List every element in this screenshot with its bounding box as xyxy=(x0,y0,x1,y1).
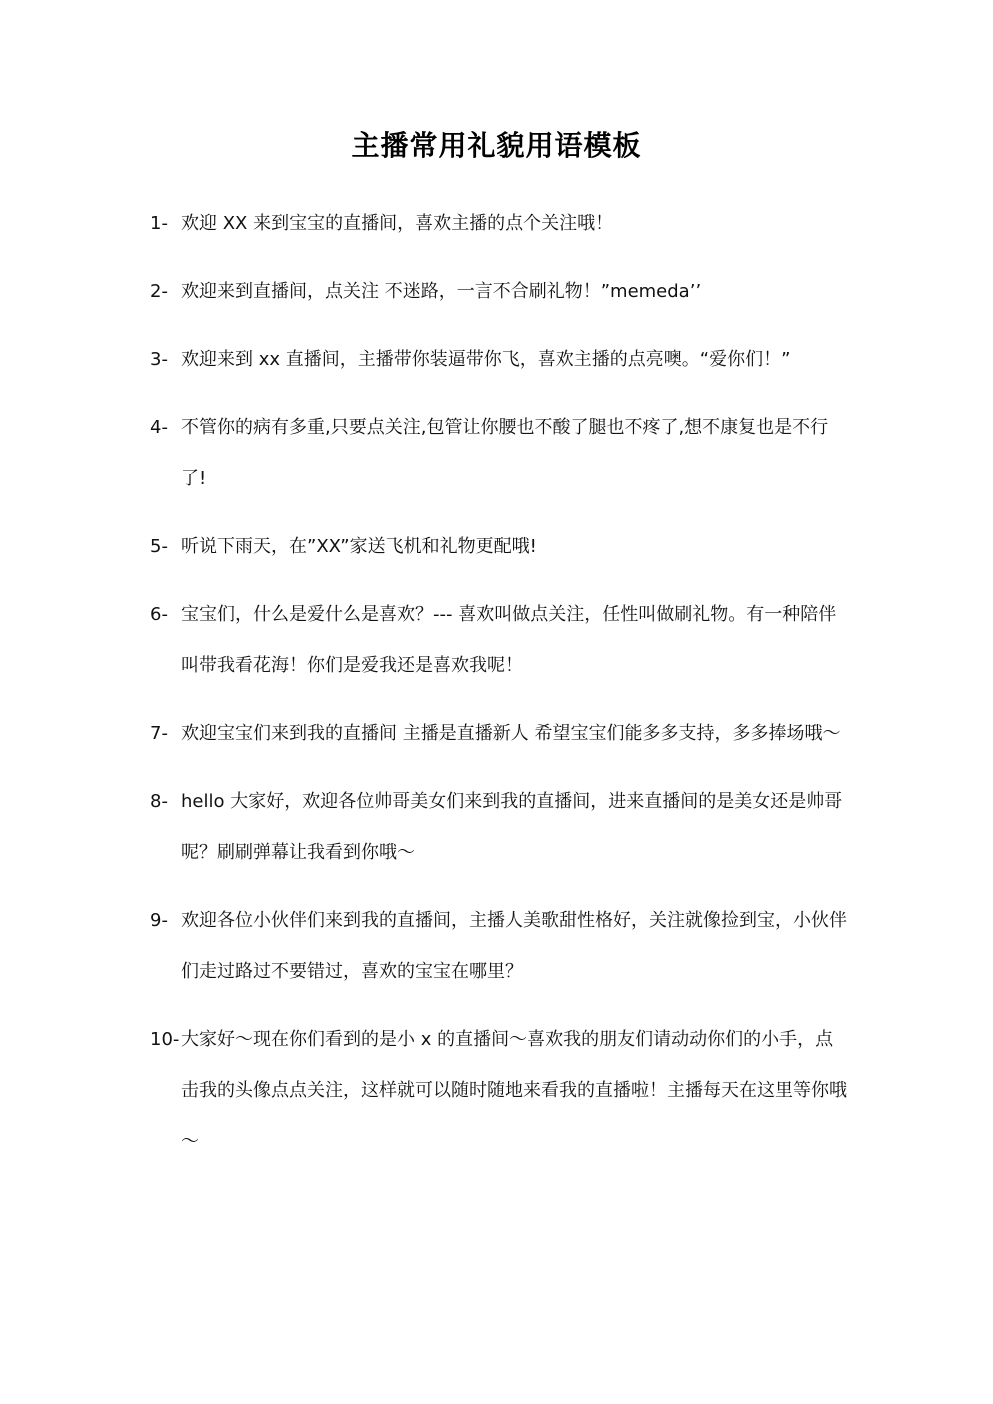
list-item-text: 欢迎来到直播间，点关注 不迷路，一言不合刷礼物！”memeda’’ xyxy=(181,281,702,302)
list-item-text: 欢迎来到 xx 直播间，主播带你装逼带你飞，喜欢主播的点亮噢。“爱你们！” xyxy=(181,349,791,370)
list-item xyxy=(150,198,850,249)
list-item-number: 1- xyxy=(150,213,168,234)
list-item-number: 10- xyxy=(150,1029,180,1050)
list-item-number: 7- xyxy=(150,723,168,744)
list-item-text: 大家好～现在你们看到的是小 x 的直播间～喜欢我的朋友们请动动你们的小手，点击我的头像点点关注，这样就可以随时随地来看我的直播啦！主播每天在这里等你哦～ xyxy=(181,1029,847,1152)
list-item-text: 宝宝们，什么是爱什么是喜欢？--- 喜欢叫做点关注，任性叫做刷礼物。有一种陪伴叫带我看花海！你们是爱我还是喜欢我呢！ xyxy=(181,604,837,676)
list-item-text: hello 大家好，欢迎各位帅哥美女们来到我的直播间，进来直播间的是美女还是帅哥呢？刷刷弹幕让我看到你哦～ xyxy=(181,791,843,863)
list-item xyxy=(150,895,850,997)
list-item-number: 8- xyxy=(150,791,168,812)
document-title: 主播常用礼貌用语模板 xyxy=(351,129,642,162)
list-item-text: 欢迎宝宝们来到我的直播间 主播是直播新人 希望宝宝们能多多支持，多多捧场哦～ xyxy=(181,723,841,744)
list-item-number: 3- xyxy=(150,349,168,370)
list-item-number: 6- xyxy=(150,604,168,625)
list-item-number: 9- xyxy=(150,910,168,931)
list-item xyxy=(150,402,850,504)
list-item-text: 不管你的病有多重,只要点关注,包管让你腰也不酸了腿也不疼了,想不康复也是不行了! xyxy=(181,417,829,489)
list-item-text: 欢迎各位小伙伴们来到我的直播间，主播人美歌甜性格好，关注就像捡到宝，小伙伴们走过路过不要错过，喜欢的宝宝在哪里？ xyxy=(181,910,847,982)
list-item-text: 欢迎 XX 来到宝宝的直播间，喜欢主播的点个关注哦！ xyxy=(181,213,614,234)
list-item xyxy=(150,266,850,317)
list-item xyxy=(150,334,850,385)
list-item-text: 听说下雨天，在”XX”家送飞机和礼物更配哦! xyxy=(181,536,537,557)
list-item xyxy=(150,589,850,691)
list-item-number: 2- xyxy=(150,281,168,302)
list-item xyxy=(150,1014,850,1167)
list-item xyxy=(150,521,850,572)
list-item xyxy=(150,708,850,759)
list-item-number: 4- xyxy=(150,417,168,438)
list-item xyxy=(150,776,850,878)
phrase-list xyxy=(150,198,850,1184)
list-item-number: 5- xyxy=(150,536,168,557)
